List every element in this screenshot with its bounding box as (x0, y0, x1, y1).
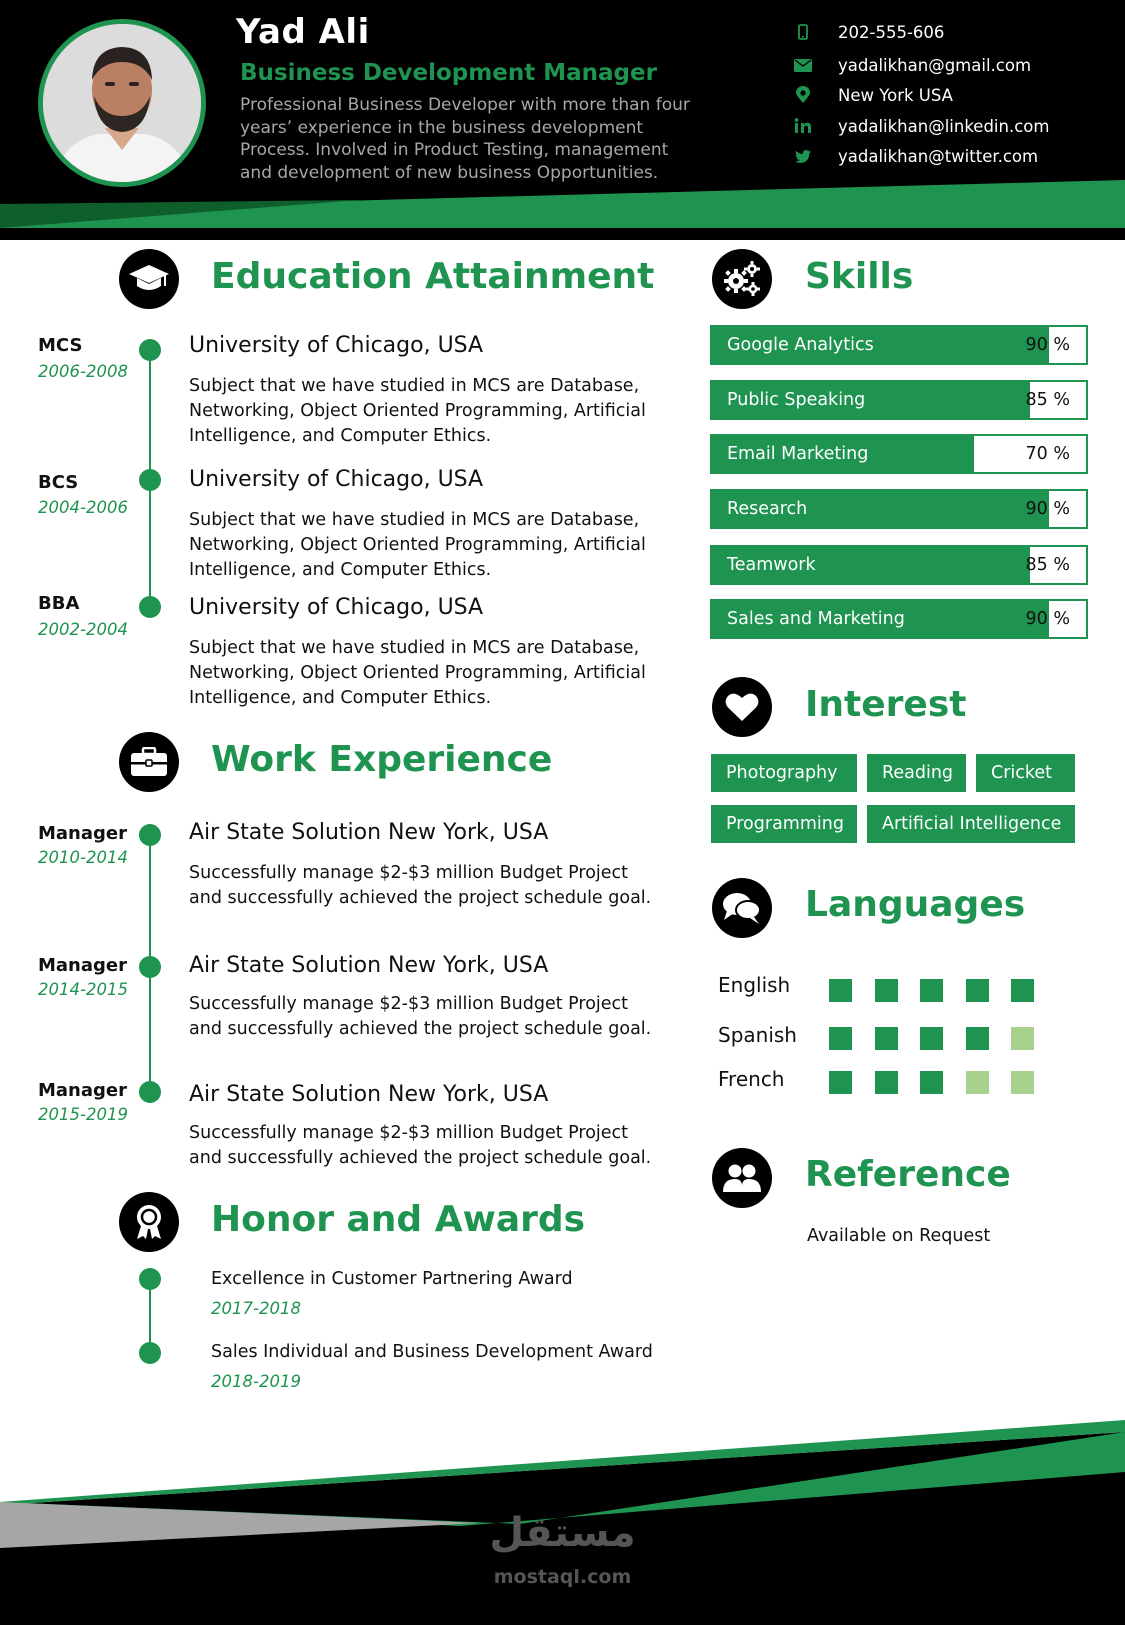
briefcase-icon (119, 732, 179, 792)
contact-phone (790, 19, 1120, 45)
skill-bar (710, 489, 1088, 529)
graduation-cap-icon (119, 249, 179, 309)
reference-heading: Reference (805, 1154, 1011, 1195)
job-description: Successfully manage $2-$3 million Budget Project and successfully achieved the project schedule goal. (189, 994, 652, 1039)
skill-name: Sales and Marketing (727, 609, 905, 629)
skill-name: Public Speaking (727, 390, 866, 410)
language-level-square (1011, 979, 1034, 1002)
language-level-square (875, 1027, 898, 1050)
language-level-square (920, 979, 943, 1002)
timeline-dot (139, 824, 161, 846)
timeline-dot (139, 1342, 161, 1364)
job-description: Successfully manage $2-$3 million Budget Project and successfully achieved the project schedule goal. (189, 1123, 652, 1168)
language-level-square (829, 1027, 852, 1050)
job-description: Successfully manage $2-$3 million Budget Project and successfully achieved the project schedule goal. (189, 863, 652, 908)
degree-years: 2004-2006 (38, 498, 128, 517)
institution-name: University of Chicago, USA (189, 595, 484, 620)
timeline-dot (139, 339, 161, 361)
language-level-square (1011, 1071, 1034, 1094)
degree-label: BCS (38, 472, 79, 493)
degree-label: MCS (38, 335, 83, 356)
language-level-square (829, 1071, 852, 1094)
work-experience-heading: Work Experience (211, 739, 553, 780)
mostaql-logo-text[interactable]: mostaql.com (493, 1566, 632, 1588)
awards-heading: Honor and Awards (211, 1199, 586, 1240)
profile-summary: Professional Business Developer with more than four years’ experience in the business development Process. Involved in Product Testing, management and development of new business Opportunities. (240, 95, 690, 183)
skill-percent: 85 % (1025, 555, 1070, 575)
skill-bar (710, 434, 1088, 474)
language-level-square (1011, 1027, 1034, 1050)
contact-twitter (790, 143, 1120, 169)
skill-bar (710, 599, 1088, 639)
interest-tag: Cricket (976, 754, 1075, 792)
languages-heading: Languages (805, 884, 1026, 925)
gears-icon (712, 249, 772, 309)
institution-name: University of Chicago, USA (189, 467, 484, 492)
reference-text: Available on Request (807, 1226, 991, 1246)
job-role: Manager (38, 955, 127, 976)
skill-percent: 70 % (1025, 444, 1070, 464)
skill-bar (710, 380, 1088, 420)
linkedin-icon (790, 115, 816, 137)
degree-years: 2002-2004 (38, 620, 128, 639)
interest-tag: Photography (711, 754, 857, 792)
institution-name: University of Chicago, USA (189, 333, 484, 358)
job-role: Manager (38, 1080, 127, 1101)
company-name: Air State Solution New York, USA (189, 820, 549, 845)
language-level-square (829, 979, 852, 1002)
award-title: Sales Individual and Business Development Award (211, 1342, 653, 1362)
skill-name: Teamwork (727, 555, 816, 575)
education-description: Subject that we have studied in MCS are Database, Networking, Object Oriented Programming, Artificial Intelligence, and Computer Ethics. (189, 510, 646, 580)
people-icon (712, 1148, 772, 1208)
contact-location (790, 82, 1120, 108)
email-icon (790, 54, 816, 76)
skill-bar (710, 545, 1088, 585)
timeline-dot (139, 469, 161, 491)
language-level-square (966, 1071, 989, 1094)
twitter-handle[interactable]: yadalikhan@twitter.com (838, 146, 1039, 166)
degree-label: BBA (38, 593, 80, 614)
award-title: Excellence in Customer Partnering Award (211, 1269, 573, 1289)
language-level-square (966, 979, 989, 1002)
phone-number[interactable]: 202-555-606 (838, 22, 945, 42)
education-description: Subject that we have studied in MCS are Database, Networking, Object Oriented Programming, Artificial Intelligence, and Computer Ethics. (189, 376, 646, 446)
language-level-square (920, 1071, 943, 1094)
contact-linkedin (790, 113, 1120, 139)
skill-bar (710, 325, 1088, 365)
language-level-square (920, 1027, 943, 1050)
skill-percent: 90 % (1025, 335, 1070, 355)
timeline-dot (139, 956, 161, 978)
mostaql-logo-arabic: مستقل (489, 1510, 636, 1556)
avatar (43, 24, 201, 182)
location-text: New York USA (838, 85, 953, 105)
job-years: 2014-2015 (38, 980, 128, 999)
award-years: 2017-2018 (211, 1299, 301, 1318)
candidate-name: Yad Ali (236, 12, 370, 52)
interest-tag: Artificial Intelligence (867, 805, 1075, 843)
interest-tag: Programming (711, 805, 857, 843)
timeline-dot (139, 1081, 161, 1103)
language-level-square (875, 979, 898, 1002)
contact-email (790, 52, 1120, 78)
skill-name: Email Marketing (727, 444, 869, 464)
interest-tag: Reading (867, 754, 966, 792)
company-name: Air State Solution New York, USA (189, 1082, 549, 1107)
skill-percent: 85 % (1025, 390, 1070, 410)
job-years: 2015-2019 (38, 1105, 128, 1124)
timeline-dot (139, 596, 161, 618)
location-icon (790, 84, 816, 106)
chat-bubbles-icon (712, 878, 772, 938)
language-level-square (966, 1027, 989, 1050)
skill-name: Research (727, 499, 808, 519)
award-medal-icon (119, 1192, 179, 1252)
skill-percent: 90 % (1025, 609, 1070, 629)
award-years: 2018-2019 (211, 1372, 301, 1391)
heart-icon (712, 677, 772, 737)
skills-heading: Skills (805, 256, 914, 297)
job-years: 2010-2014 (38, 848, 128, 867)
skill-name: Google Analytics (727, 335, 874, 355)
profile-photo (38, 19, 206, 187)
education-description: Subject that we have studied in MCS are Database, Networking, Object Oriented Programming, Artificial Intelligence, and Computer Ethics. (189, 638, 646, 708)
job-role: Manager (38, 823, 127, 844)
linkedin-handle[interactable]: yadalikhan@linkedin.com (838, 116, 1050, 136)
degree-years: 2006-2008 (38, 362, 128, 381)
language-name: French (718, 1067, 785, 1091)
language-name: English (718, 973, 791, 997)
email-address[interactable]: yadalikhan@gmail.com (838, 55, 1032, 75)
interest-heading: Interest (805, 684, 967, 725)
skill-percent: 90 % (1025, 499, 1070, 519)
language-name: Spanish (718, 1023, 797, 1047)
timeline-dot (139, 1268, 161, 1290)
job-title: Business Development Manager (240, 60, 657, 86)
education-heading: Education Attainment (211, 256, 655, 297)
company-name: Air State Solution New York, USA (189, 953, 549, 978)
phone-icon (790, 21, 816, 43)
twitter-icon (790, 145, 816, 167)
language-level-square (875, 1071, 898, 1094)
